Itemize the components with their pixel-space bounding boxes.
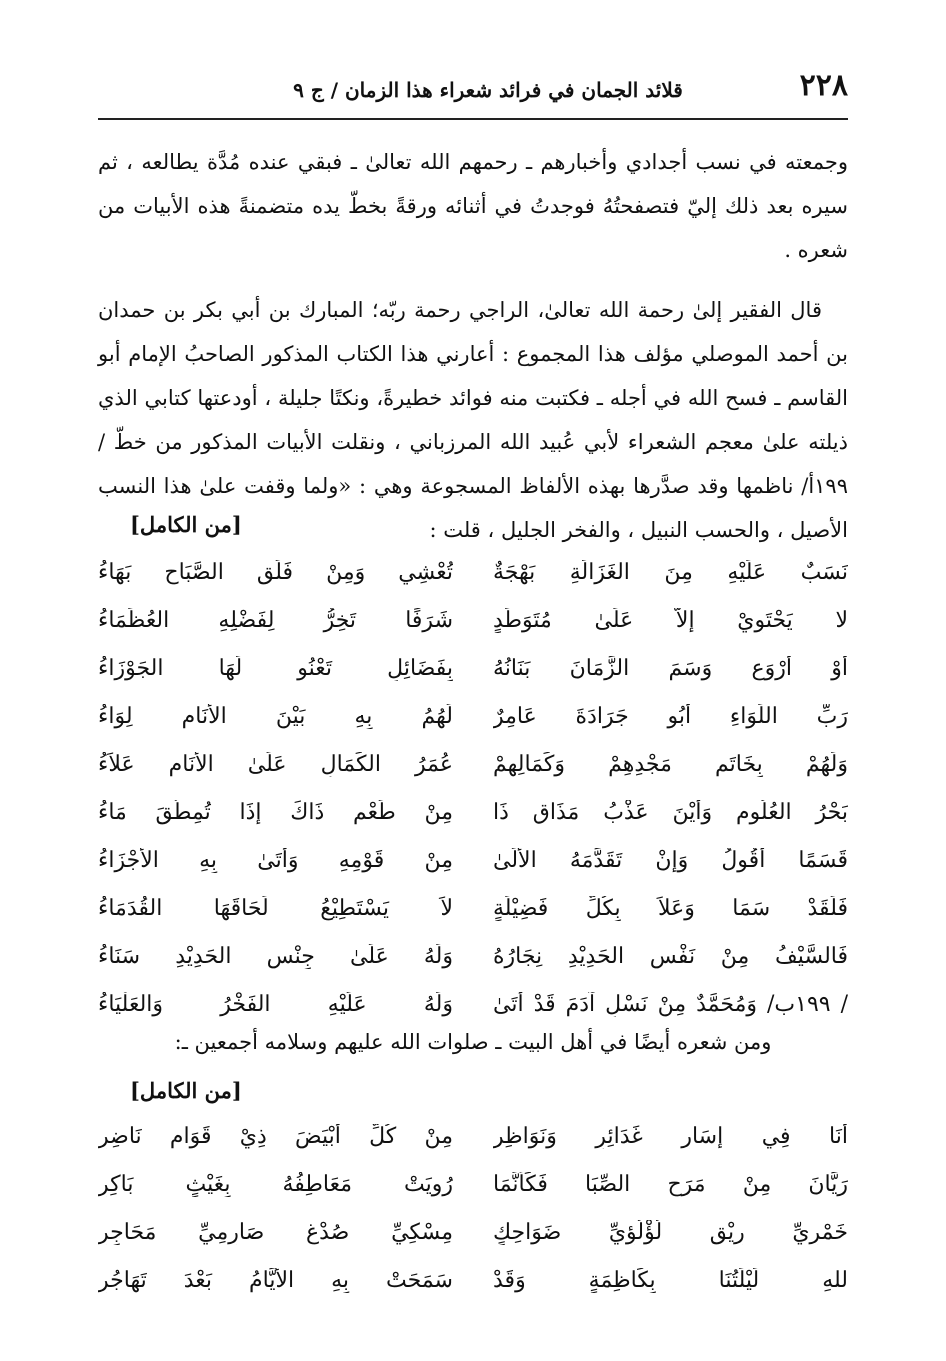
verse <box>98 596 848 644</box>
verse <box>98 884 848 932</box>
first-hemistich: رَبِّ اللِّوَاءِ أُبُو جَرَادَةَ عَامِرٌ <box>493 703 848 729</box>
verse <box>98 1160 848 1208</box>
second-hemistich: بِفَضَائِلٍ تَعْنُو لَهَا الجَوْزَاءُ <box>98 655 453 681</box>
first-hemistich: أَوْ أَرْوَعٍ وَسَمَ الزَّمَانَ بَنَانُهُ <box>493 655 848 681</box>
first-hemistich: فَالسَّيْفُ مِنْ نَفْسِ الحَدِيْدِ نِجَارُهُ <box>493 943 848 969</box>
first-hemistich: لا يَحْتَوِيْ إلاَّ عَلَىٰ مُتَوَطِّدٍ <box>493 607 848 633</box>
second-hemistich: شَرَفًا تَخِرُّ لِفَضْلِهِ العُظَمَاءُ <box>98 607 453 633</box>
second-hemistich: وَلَهُ عَلَىٰ جِنْسِ الحَدِيْدِ سَنَاءُ <box>98 943 453 969</box>
verse <box>98 1208 848 1256</box>
poem2-meter: [من الكامل] <box>130 1078 242 1103</box>
verse <box>98 548 848 596</box>
verse <box>98 1112 848 1160</box>
prose-intro-line: ومن شعره أيضًا في أهل البيت ـ صلوات الله عليهم وسلامه أجمعين ـ: <box>174 1030 772 1054</box>
first-hemistich: وَلَهُمْ بِخَاتَمِ مَجْدِهِمْ وَكَمَالِهِمْ <box>493 751 848 777</box>
verse <box>98 836 848 884</box>
second-hemistich: رُوِيَتْ مَعَاطِفُهُ بِغَيْثٍ بَاكِرِ <box>98 1171 453 1197</box>
second-hemistich: تُعْشِي وَمِنْ فَلَقِ الصَّبَاحِ بَهَاءُ <box>98 559 453 585</box>
first-hemistich: للهِ لَيْلَتُنَا بِكَاظِمَةٍ وَقَدْ <box>493 1267 848 1293</box>
second-hemistich: مِنْ طَعْمِ ذَاكَ إِذَا تُمِطُّقَ مَاءُ <box>98 799 453 825</box>
second-hemistich: عُمَرُ الكَمَالِ عَلَىٰ الأَنَامِ عَلاَءُ <box>98 751 453 777</box>
first-hemistich: أَنَا فِي إِسَارِ غَدَائِرٍ وَنَوَاظِرِ <box>493 1123 848 1149</box>
page-number: ٢٢٨ <box>799 68 848 103</box>
first-hemistich: نَسَبٌ عَلَيْهِ مِنَ الغَزَالَةِ بَهْجَةٌ <box>493 559 848 585</box>
second-hemistich: وَلَهُ عَلَيْهِ الفَخْرُ وَالعَلْيَاءُ <box>98 991 453 1017</box>
paragraph-2: قال الفقير إلىٰ رحمة الله تعالىٰ، الراجي رحمة ربّه؛ المبارك بن أبي بكر بن حمدان بن أحمد الموصلي مؤلف هذا المجموع : أعارني هذا الكتاب المذكور الصاحبُ الإمام أبو القاسم ـ فسح الله في أجله ـ فكتبت منه فوائد خطيرةً، ونكتًا جليلة ، أودعتها كتابي الذي ذيلته علىٰ معجم الشعراء لأبي عُبيد الله المرزباني ، ونقلت الأبيات المذكور من خطّ / ١٩٩أ/ ناظمها وقد صدَّرها بهذه الألفاظ المسجوعة وهي : «ولما وقفت علىٰ هذا النسب الأصيل ، والحسب النبيل ، والفخر الجليل ، قلت : <box>98 298 848 542</box>
verse <box>98 692 848 740</box>
second-hemistich: لاَ يَسْتَطِيْعُ لَحَاقَهَا القُدَمَاءُ <box>98 895 453 921</box>
first-hemistich: / ١٩٩ب/ وَمُحَمَّدٌ مِنْ نَسْلِ آدَمَ قَدْ أَتَىٰ <box>493 991 848 1017</box>
paragraph-1: وجمعته في نسب أجدادي وأخبارهم ـ رحمهم الله تعالىٰ ـ فبقي عنده مُدَّة يطالعه ، ثم سيره بعد ذلك إليّ فتصفحتُهُ فوجدتُ في أثنائه ورقةً بخطّ يده متضمنةً هذه الأبيات من شعره . <box>98 150 848 262</box>
second-hemistich: لَهُمُ بِهِ بَيْنَ الأَنَامِ لِوَاءُ <box>98 703 453 729</box>
second-hemistich: سَمَحَتْ بِهِ الأَيَّامُ بَعْدَ تَهَاجُرِ <box>98 1267 453 1293</box>
first-hemistich: قَسَمًا أَقُولُ وَإِنْ تَقَدَّمَهُ الأُلَىٰ <box>493 847 848 873</box>
body-text <box>98 140 848 568</box>
verse <box>98 788 848 836</box>
second-hemistich: مِسْكِيِّ صُدْغٍ صَارِمِيِّ مَحَاجِرِ <box>98 1219 453 1245</box>
first-hemistich: بَحْرُ العُلُومِ وَأَيْنَ عَذْبُ مَذَاقِ ذَا <box>493 799 848 825</box>
first-hemistich: خَمْرِيِّ رِيْقٍ لُؤْلُؤِيِّ ضَوَاحِكٍ <box>493 1219 848 1245</box>
verse <box>98 980 848 1028</box>
verse <box>98 932 848 980</box>
poem-1 <box>98 548 848 1028</box>
page-header <box>98 68 848 120</box>
verse <box>98 1256 848 1304</box>
poem-2 <box>98 1112 848 1304</box>
running-title: قلائد الجمان في فرائد شعراء هذا الزمان / ج ٩ <box>293 78 683 102</box>
second-hemistich: مِنْ قَوْمِهِ وَأَتَىٰ بِهِ الأَجْزَاءُ <box>98 847 453 873</box>
first-hemistich: رَيَّانَ مِنْ مَرَحِ الصِّبَا فَكَأَنَّمَا <box>493 1171 848 1197</box>
poem1-meter: [من الكامل] <box>130 512 242 537</box>
first-hemistich: فَلَقَدْ سَمَا وَعَلاَ بِكُلِّ فَضِيْلَةٍ <box>493 895 848 921</box>
verse <box>98 740 848 788</box>
second-hemistich: مِنْ كُلِّ أَبْيَضَ ذِيْ قَوَامٍ نَاضِرِ <box>98 1123 453 1149</box>
verse <box>98 644 848 692</box>
